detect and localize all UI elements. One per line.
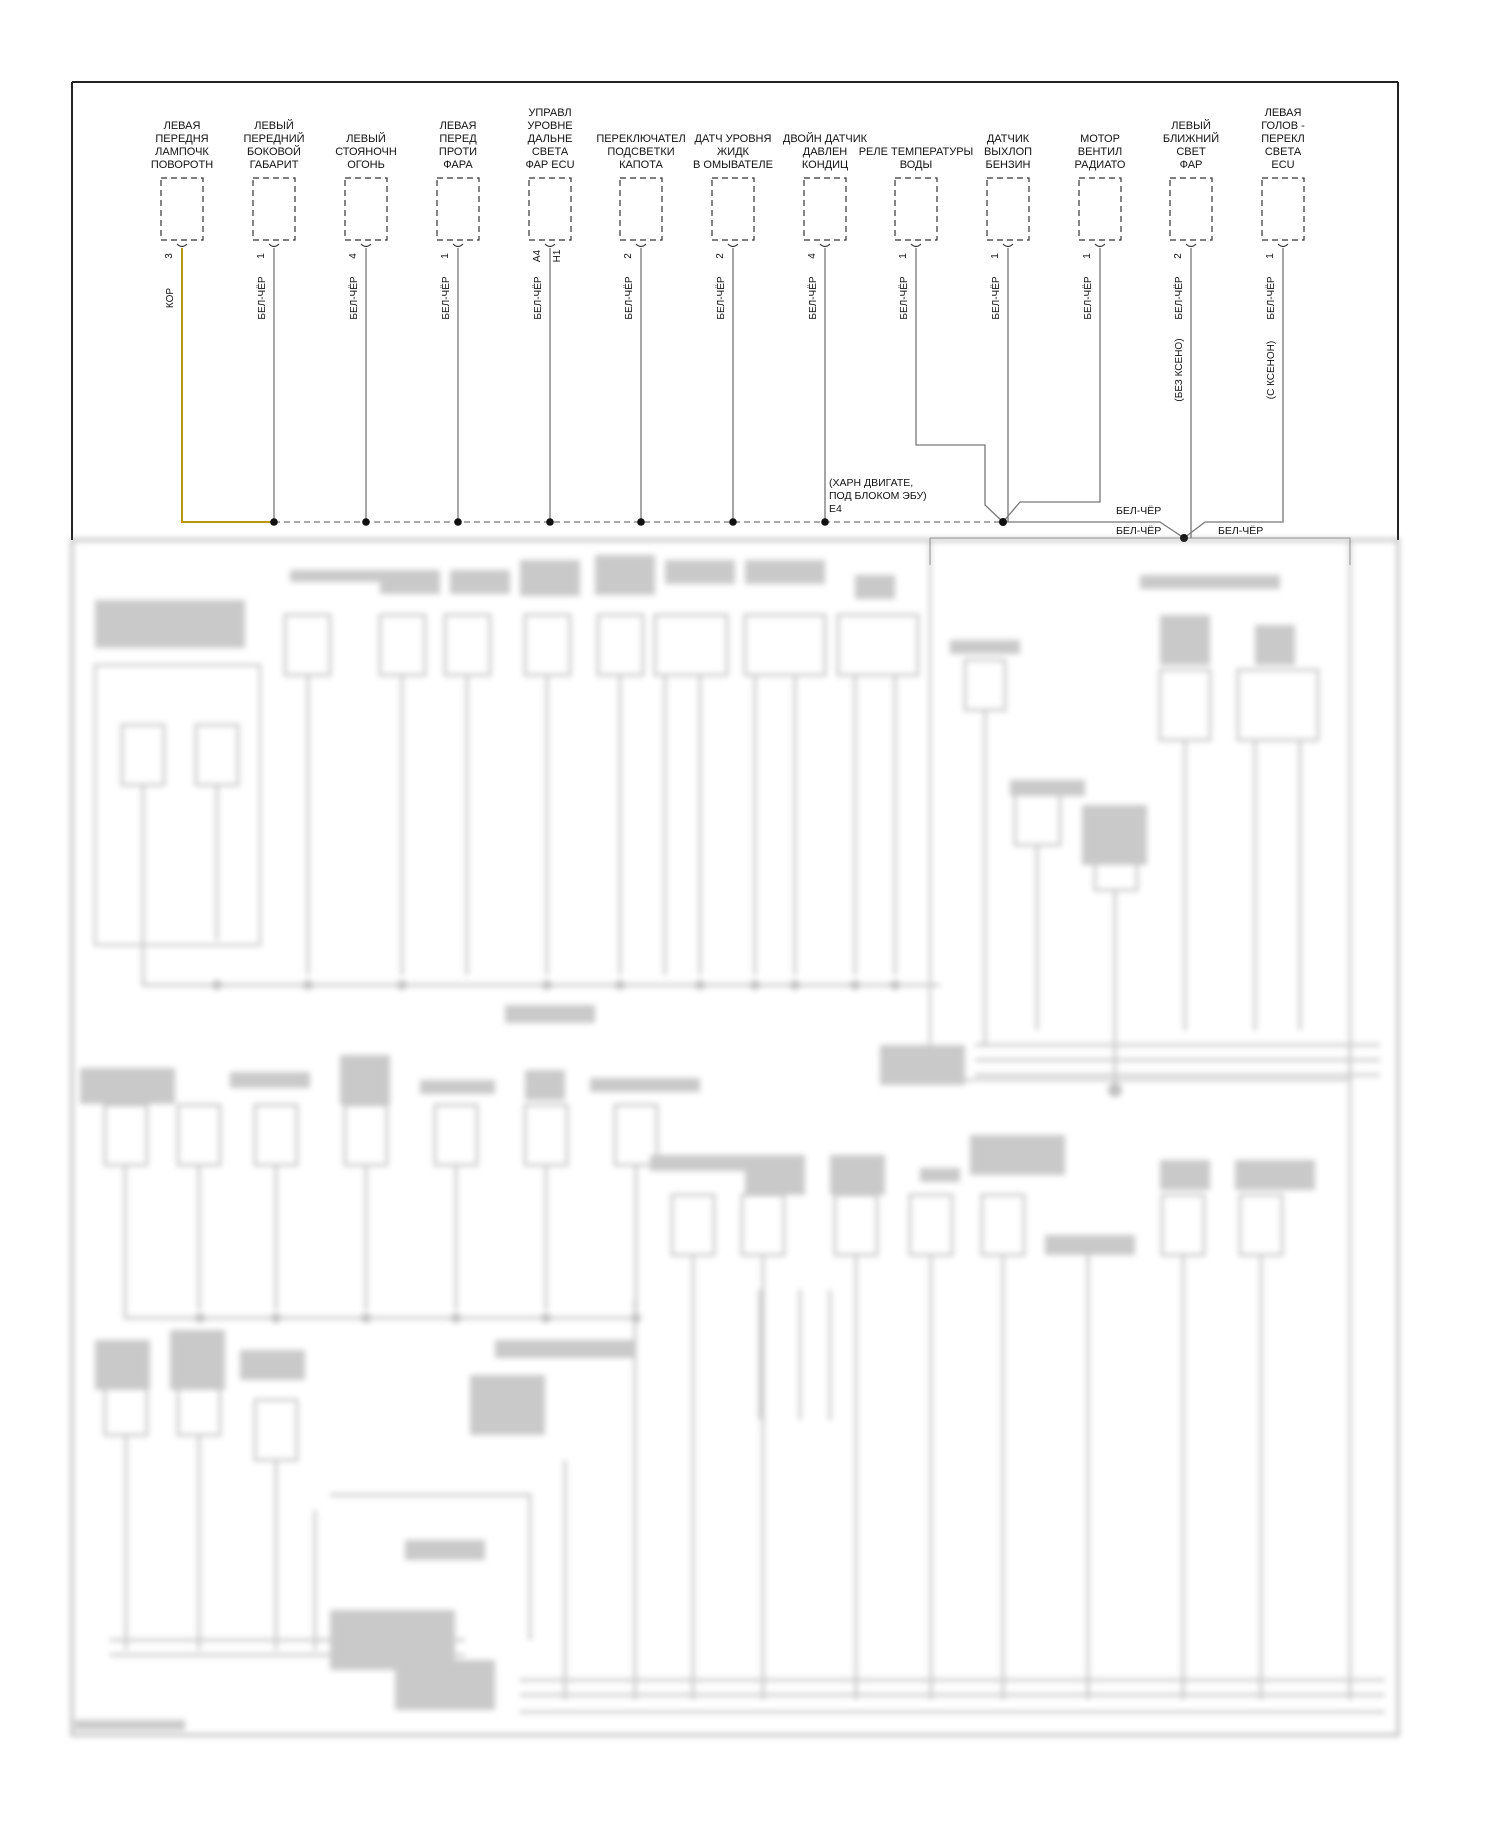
pin-hook <box>1095 244 1105 247</box>
pin-hook <box>545 244 555 247</box>
wire-color-label: БЕЛ-ЧЁР <box>441 276 452 320</box>
component-label-line: ЖИДК <box>717 146 749 158</box>
wire <box>930 538 1350 565</box>
component-label-line: ОГОНЬ <box>347 159 385 171</box>
component-label-line: ЛЕВЫЙ <box>1171 120 1211 132</box>
pin-number: 4 <box>807 253 818 259</box>
component-label-line: УПРАВЛ <box>528 107 572 119</box>
component-label-line: ГАБАРИТ <box>249 159 299 171</box>
pin-number: 4 <box>348 253 359 259</box>
ground-location-note: ПОД БЛОКОМ ЭБУ) <box>829 490 927 502</box>
pin-number: 2 <box>623 253 634 259</box>
wire-color-label: БЕЛ-ЧЁР <box>899 276 910 320</box>
component-label-line: ДВОЙН ДАТЧИК <box>782 133 868 145</box>
component-label-line: РАДИАТО <box>1074 159 1126 171</box>
wire-color-label: БЕЛ-ЧЁР <box>716 276 727 320</box>
component-label-line: ФАРА <box>443 159 473 171</box>
connector-box <box>345 178 387 240</box>
component-label-line: ПЕРЕКЛЮЧАТЕЛ <box>596 133 686 145</box>
pin-number-secondary: H1 <box>552 249 563 263</box>
pin-hook <box>1003 244 1013 247</box>
pin-hook <box>1278 244 1288 247</box>
junction-wire-label: БЕЛ-ЧЁР <box>1116 525 1162 537</box>
component-label-line: УРОВНЕ <box>527 120 573 132</box>
pin-number: 2 <box>715 253 726 259</box>
wire-color-label: БЕЛ-ЧЁР <box>349 276 360 320</box>
component-label-line: БЛИЖНИЙ <box>1162 133 1220 145</box>
component-label-line: ФАР <box>1179 159 1203 171</box>
component-label-line: СТОЯНОЧН <box>335 146 397 158</box>
component-label-line: ПЕРЕКЛ <box>1261 133 1305 145</box>
pin-number: 2 <box>1173 253 1184 259</box>
variant-note: (С КСЕНОН) <box>1266 340 1277 400</box>
connector-box <box>529 178 571 240</box>
connector-box <box>712 178 754 240</box>
component-label-line: ДАТЧИК <box>986 133 1030 145</box>
component-label-line: ФАР ECU <box>525 159 575 171</box>
ground-location-note: (ХАРН ДВИГАТЕ, <box>829 477 914 489</box>
pin-hook <box>911 244 921 247</box>
connector-box <box>1170 178 1212 240</box>
connector-box <box>161 178 203 240</box>
wire-color-label: БЕЛ-ЧЁР <box>1083 276 1094 320</box>
wire-color-label: КОР <box>165 287 176 309</box>
pin-number: A4 <box>532 249 543 263</box>
pin-hook <box>177 244 187 247</box>
pin-number: 1 <box>1265 253 1276 259</box>
component-label-line: КАПОТА <box>619 159 663 171</box>
connector-box <box>895 178 937 240</box>
pin-hook <box>361 244 371 247</box>
ground-location-note: E4 <box>829 503 842 515</box>
splice-dot <box>821 518 829 526</box>
component-label-line: ДАЛЬНЕ <box>527 133 573 145</box>
splice-dot <box>362 518 370 526</box>
connector-box <box>620 178 662 240</box>
splice-dot <box>637 518 645 526</box>
wire-color-label: БЕЛ-ЧЁР <box>991 276 1002 320</box>
pin-hook <box>453 244 463 247</box>
connector-box <box>1079 178 1121 240</box>
pin-hook <box>820 244 830 247</box>
component-label-line: В ОМЫВАТЕЛЕ <box>693 159 773 171</box>
component-label-line: ЛЕВЫЙ <box>346 133 386 145</box>
wire-color-label: БЕЛ-ЧЁР <box>624 276 635 320</box>
component-label-line: ECU <box>1271 159 1295 171</box>
component-label-line: СВЕТ <box>1176 146 1206 158</box>
component-label-line: СВЕТА <box>531 146 569 158</box>
splice-dot <box>454 518 462 526</box>
wire-color-label: БЕЛ-ЧЁР <box>257 276 268 320</box>
component-label-line: ПЕРЕД <box>439 133 477 145</box>
junction-wire-label: БЕЛ-ЧЁР <box>1116 505 1162 517</box>
splice-dot <box>270 518 278 526</box>
component-label-line: КОНДИЦ <box>801 159 849 171</box>
pin-number: 1 <box>440 253 451 259</box>
wire-color-label: БЕЛ-ЧЁР <box>808 276 819 320</box>
splice-dot <box>729 518 737 526</box>
component-label-line: ЛЕВАЯ <box>163 120 201 132</box>
component-label-line: ВОДЫ <box>899 159 933 171</box>
pin-hook <box>1186 244 1196 247</box>
component-label-line: БЕНЗИН <box>985 159 1031 171</box>
blurred-lower-diagram <box>72 540 1398 1735</box>
top-region <box>151 107 1350 565</box>
component-label-line: ЛЕВАЯ <box>1264 107 1302 119</box>
connector-box <box>987 178 1029 240</box>
splice-dot <box>999 518 1007 526</box>
pin-number: 1 <box>1082 253 1093 259</box>
wire-color-label: БЕЛ-ЧЁР <box>533 276 544 320</box>
pin-hook <box>636 244 646 247</box>
component-label-line: ЛАМПОЧК <box>155 146 209 158</box>
pin-number: 3 <box>164 253 175 259</box>
wire-color-label: БЕЛ-ЧЁР <box>1174 276 1185 320</box>
junction-wire-label: БЕЛ-ЧЁР <box>1218 525 1264 537</box>
component-label-line: БОКОВОЙ <box>247 146 301 158</box>
pin-number: 1 <box>898 253 909 259</box>
pin-hook <box>728 244 738 247</box>
component-label-line: СВЕТА <box>1264 146 1302 158</box>
component-label-line: ПРОТИ <box>438 146 478 158</box>
component-label-line: МОТОР <box>1080 133 1120 145</box>
pin-number: 1 <box>990 253 1001 259</box>
component-label-line: ПОВОРОТН <box>150 159 214 171</box>
component-label-line: ВЫХЛОП <box>983 146 1033 158</box>
wire-color-label: БЕЛ-ЧЁР <box>1266 276 1277 320</box>
connector-box <box>437 178 479 240</box>
connector-box <box>253 178 295 240</box>
component-label-line: ГОЛОВ - <box>1261 120 1305 132</box>
wire <box>916 248 1003 522</box>
variant-note: (БЕЗ КСЕНО) <box>1174 338 1185 402</box>
pin-hook <box>269 244 279 247</box>
component-label-line: ЛЕВАЯ <box>439 120 477 132</box>
component-label-line: ДАТЧ УРОВНЯ <box>694 133 772 145</box>
component-label-line: ПЕРЕДНИЙ <box>243 133 305 145</box>
component-label-line: ВЕНТИЛ <box>1077 146 1123 158</box>
component-label-line: ДАВЛЕН <box>802 146 848 158</box>
component-label-line: ЛЕВЫЙ <box>254 120 294 132</box>
pin-number: 1 <box>256 253 267 259</box>
component-label-line: РЕЛЕ ТЕМПЕРАТУРЫ <box>858 146 974 158</box>
component-label-line: ПЕРЕДНЯ <box>155 133 209 145</box>
connector-box <box>1262 178 1304 240</box>
splice-dot <box>546 518 554 526</box>
connector-box <box>804 178 846 240</box>
component-label-line: ПОДСВЕТКИ <box>607 146 675 158</box>
